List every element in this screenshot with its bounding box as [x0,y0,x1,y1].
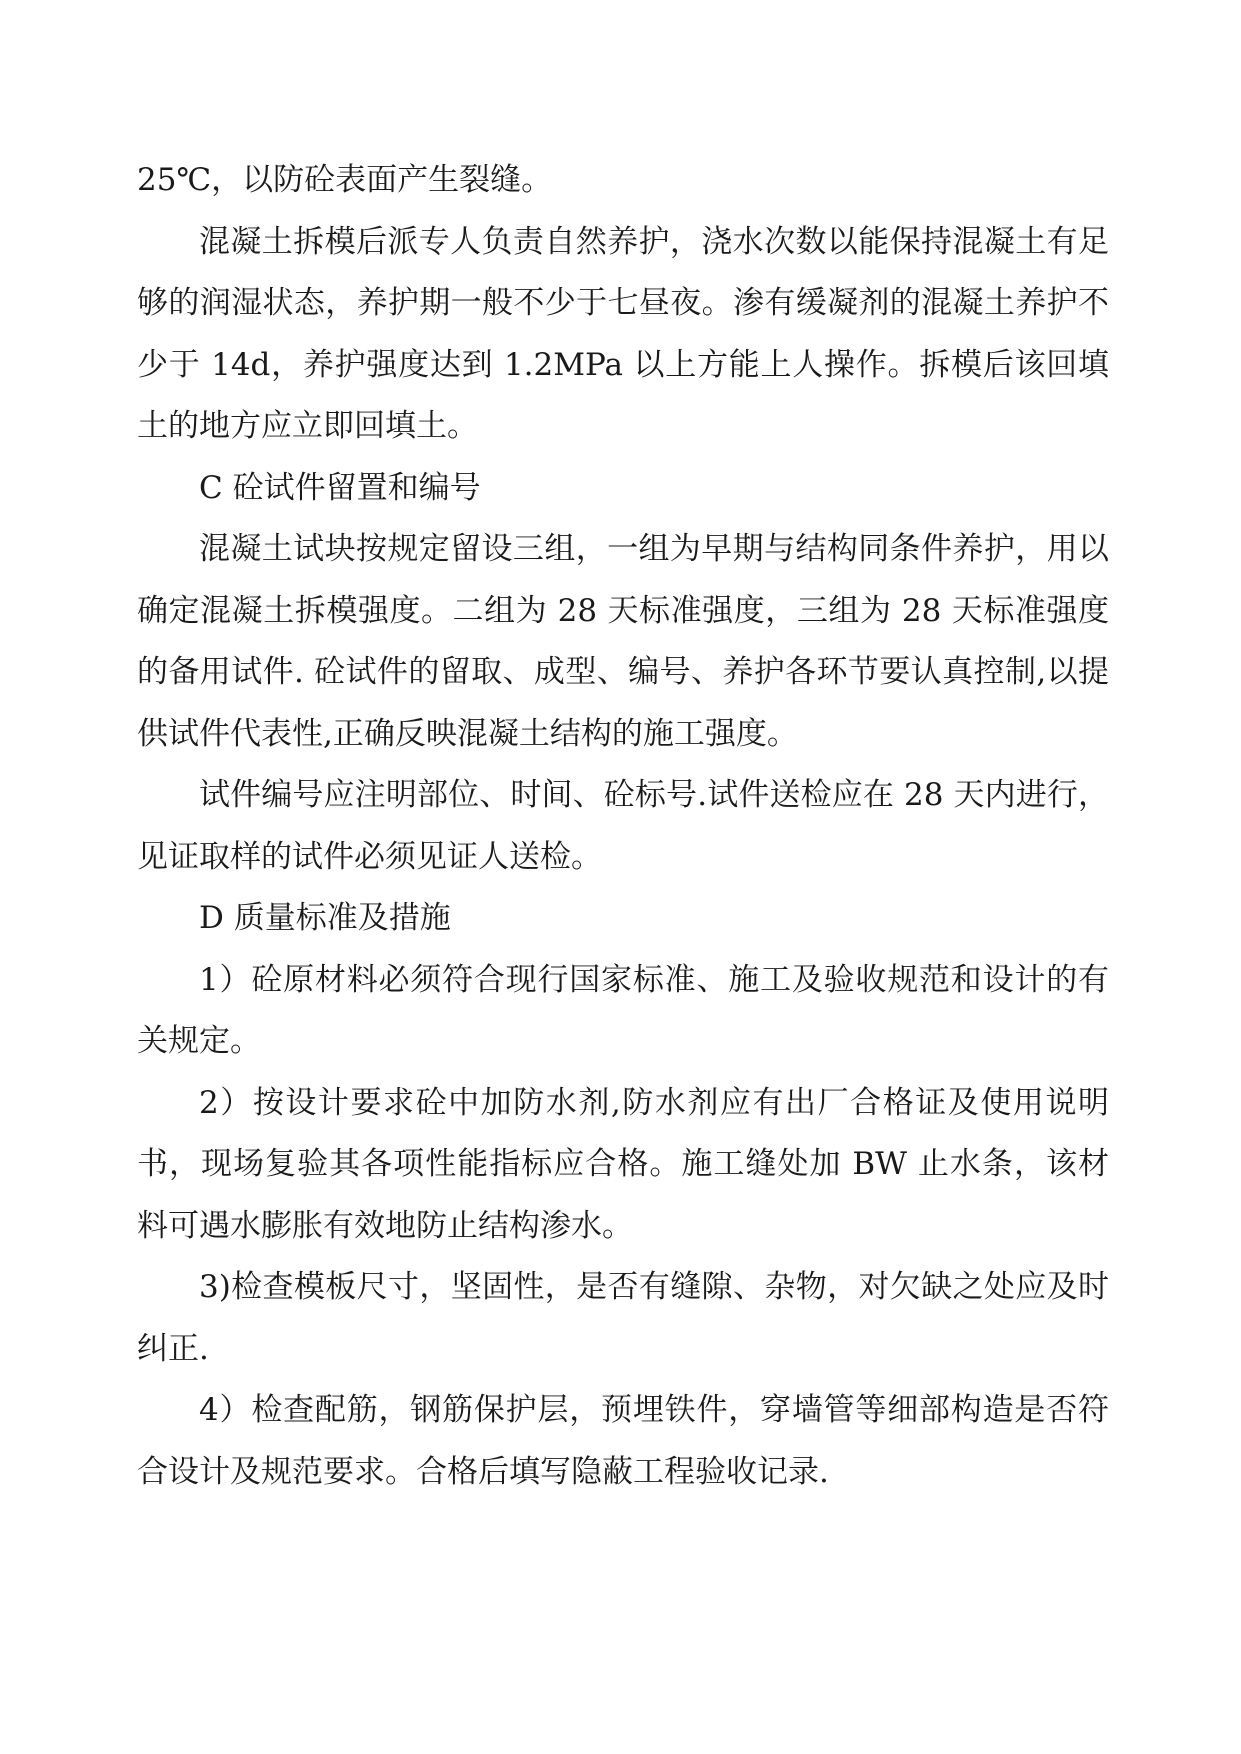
list-item-reinforcement-check: 4）检查配筋，钢筋保护层，预埋铁件，穿墙管等细部构造是否符合设计及规范要求。合格后填写隐蔽工程验收记录. [137,1392,1109,1490]
document-body [137,150,1109,1503]
paragraph-specimen-numbering: 试件编号应注明部位、时间、砼标号.试件送检应在 28 天内进行，见证取样的试件必须见证人送检。 [137,777,1109,875]
paragraph-curing: 混凝土拆模后派专人负责自然养护，浇水次数以能保持混凝土有足够的润湿状态，养护期一般不少于七昼夜。渗有缓凝剂的混凝土养护不少于 14d，养护强度达到 1.2MPa 以上方能上人操作。拆模后该回填土的地方应立即回填土。 [137,223,1109,444]
paragraph-test-blocks: 混凝土试块按规定留设三组，一组为早期与结构同条件养护，用以确定混凝土拆模强度。二组为 28 天标准强度，三组为 28 天标准强度的备用试件. 砼试件的留取、成型、编号、养护各环节要认真控制,以提供试件代表性,正确反映混凝土结构的施工强度。 [137,531,1109,752]
section-heading-quality-standards: D 质量标准及措施 [199,900,451,936]
paragraph-curing-temperature: 25℃，以防砼表面产生裂缝。 [137,162,553,198]
list-item-waterproofing-agent: 2）按设计要求砼中加防水剂,防水剂应有出厂合格证及使用说明书，现场复验其各项性能指标应合格。施工缝处加 BW 止水条，该材料可遇水膨胀有效地防止结构渗水。 [137,1084,1109,1244]
list-item-formwork-check: 3)检查模板尺寸，坚固性，是否有缝隙、杂物，对欠缺之处应及时纠正. [137,1269,1109,1367]
list-item-raw-materials: 1）砼原材料必须符合现行国家标准、施工及验收规范和设计的有关规定。 [137,961,1109,1059]
section-heading-test-specimens: C 砼试件留置和编号 [199,469,481,506]
